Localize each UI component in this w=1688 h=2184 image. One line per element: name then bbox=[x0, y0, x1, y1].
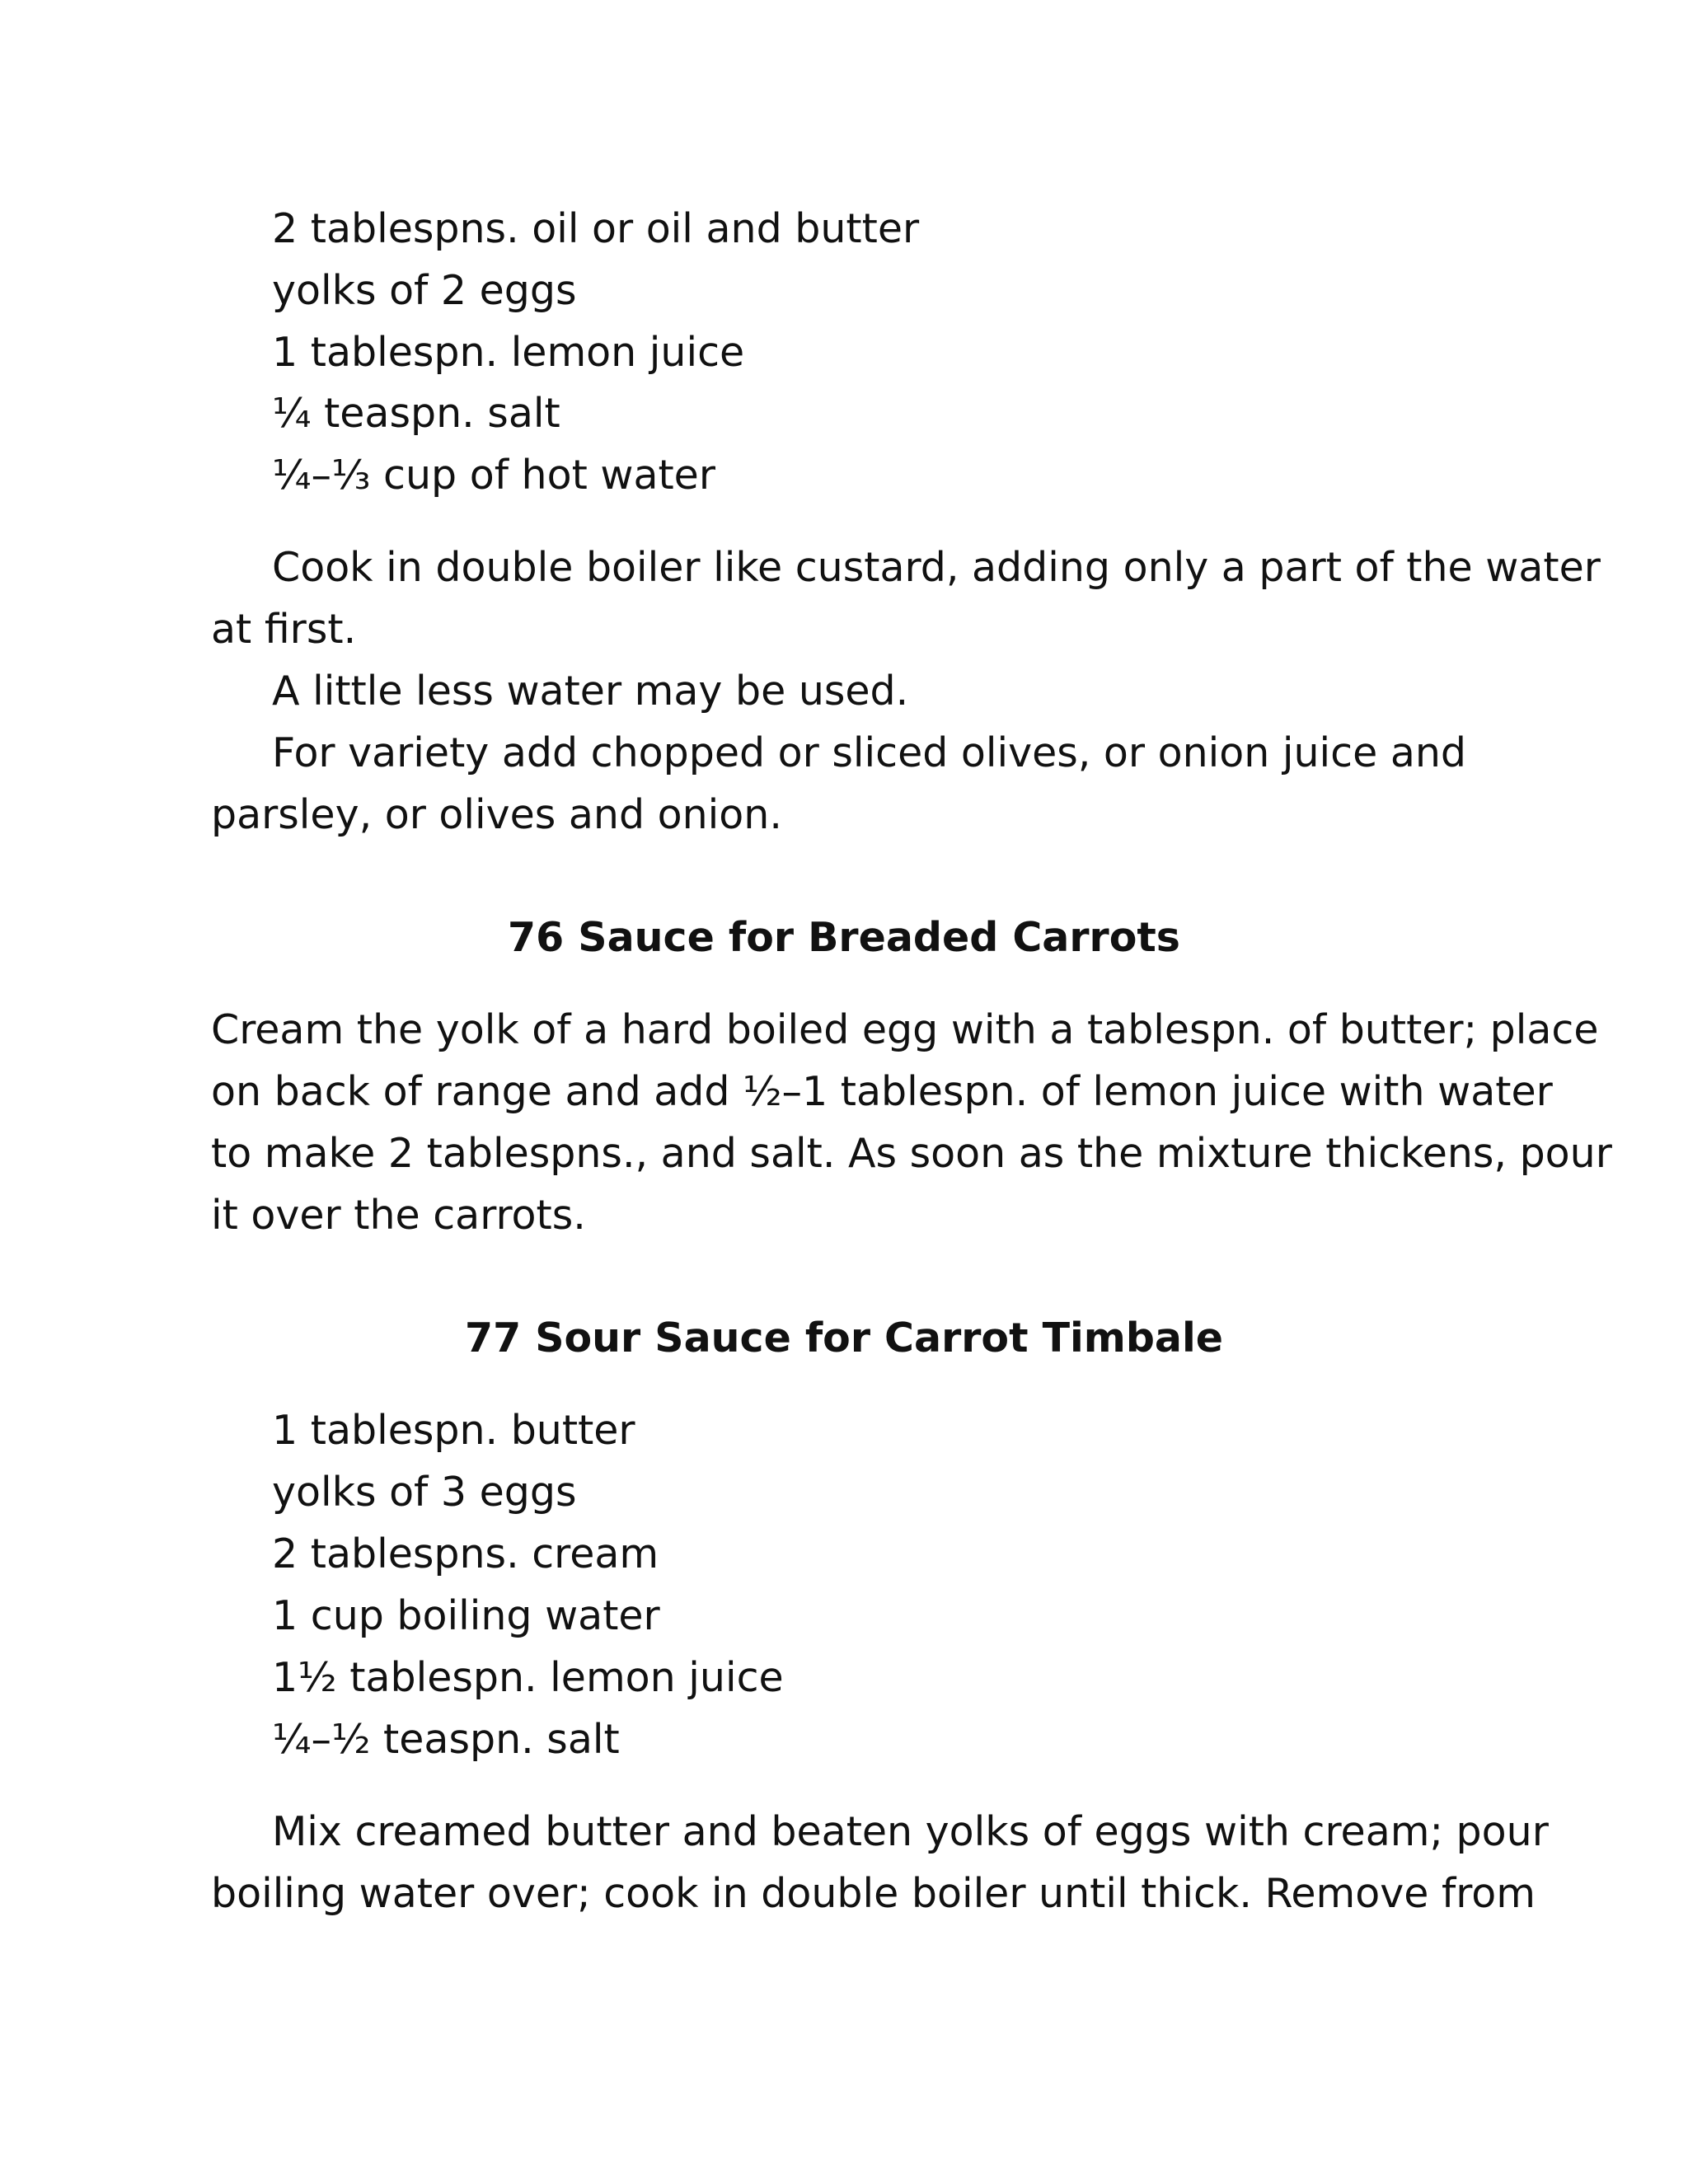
ingredient-line: 1 tablespn. butter bbox=[272, 1407, 635, 1454]
ingredient-line: 2 tablespns. cream bbox=[272, 1530, 659, 1577]
ingredient-line: 2 tablespns. oil or oil and butter bbox=[272, 205, 920, 252]
paragraph-line: on back of range and add ½–1 tablespn. of lemon juice with water bbox=[211, 1068, 1553, 1115]
ingredient-line: yolks of 3 eggs bbox=[272, 1469, 577, 1516]
recipe-heading: 76 Sauce for Breaded Carrots bbox=[508, 914, 1180, 961]
ingredient-line: ¼ teaspn. salt bbox=[272, 390, 560, 437]
ingredient-line: 1 tablespn. lemon juice bbox=[272, 329, 745, 376]
paragraph-line: Cook in double boiler like custard, adding only a part of the water bbox=[272, 544, 1601, 591]
ingredient-line: yolks of 2 eggs bbox=[272, 267, 577, 314]
ingredient-line: ¼–½ teaspn. salt bbox=[272, 1716, 620, 1763]
paragraph-line: For variety add chopped or sliced olives, or onion juice and bbox=[272, 729, 1467, 776]
paragraph-line: boiling water over; cook in double boiler until thick. Remove from bbox=[211, 1870, 1536, 1917]
paragraph-line: parsley, or olives and onion. bbox=[211, 791, 782, 838]
paragraph-line: it over the carrots. bbox=[211, 1192, 586, 1239]
paragraph-line: Cream the yolk of a hard boiled egg with a tablespn. of butter; place bbox=[211, 1006, 1599, 1053]
ingredient-line: ¼–⅓ cup of hot water bbox=[272, 452, 715, 499]
paragraph-line: at first. bbox=[211, 606, 357, 653]
paragraph-line: to make 2 tablespns., and salt. As soon as the mixture thickens, pour bbox=[211, 1130, 1612, 1177]
paragraph-line: Mix creamed butter and beaten yolks of eggs with cream; pour bbox=[272, 1808, 1549, 1855]
ingredient-line: 1 cup boiling water bbox=[272, 1592, 660, 1639]
ingredient-line: 1½ tablespn. lemon juice bbox=[272, 1654, 784, 1701]
paragraph-line: A little less water may be used. bbox=[272, 668, 909, 715]
recipe-heading: 77 Sour Sauce for Carrot Timbale bbox=[464, 1315, 1224, 1361]
